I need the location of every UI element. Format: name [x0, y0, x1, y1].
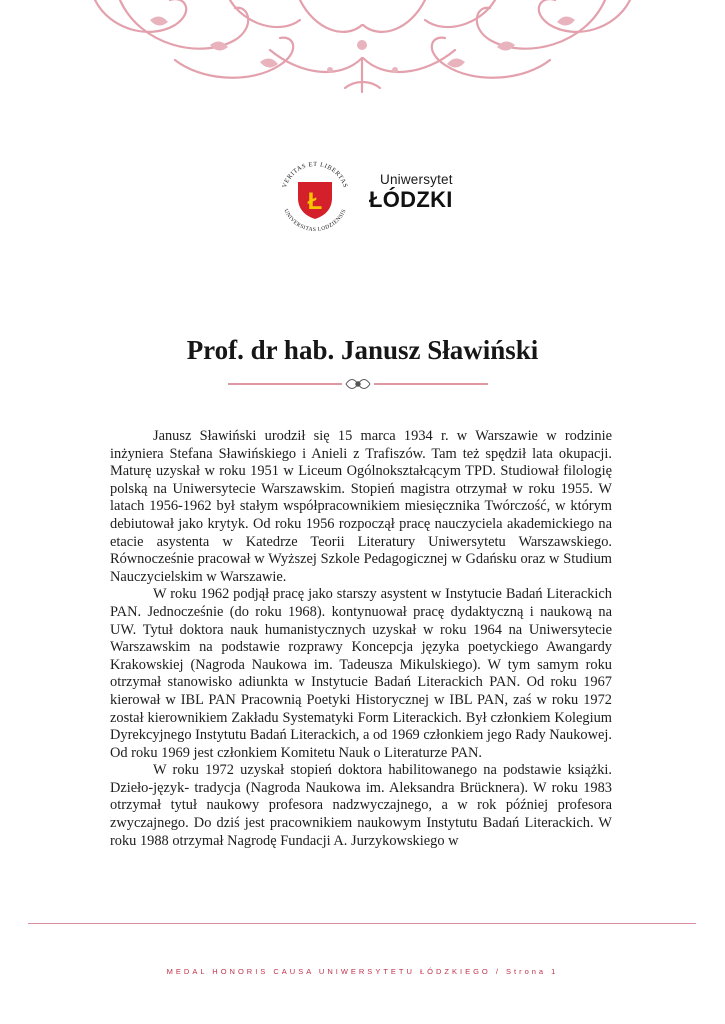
seal-motto: VERITAS ET LIBERTAS [281, 160, 349, 189]
university-logo [276, 158, 461, 233]
university-seal [276, 158, 354, 233]
paragraph-1: Janusz Sławiński urodził się 15 marca 1934 r. w Warszawie w rodzinie inżyniera Stefana Sławińskiego i Anieli z Trafiszów. Tam też spędził lata okupacji. Maturę uzyskał w roku 1951 w Liceum Ogólnokształcącym TPD. Studiował filologię polską na Uniwersytecie Warszawskim. Stopień magistra otrzymał w roku 1955. W latach 1956-1962 był stałym współpracownikiem miesięcznika Twórczość, w którym debiutował jako krytyk. Od roku 1956 rozpoczął pracę nauczyciela akademickiego na etacie asystenta w Katedrze Teorii Literatury Uniwersytetu Warszawskiego. Równocześnie pracował w Wyższej Szkole Pedagogicznej w Gdańsku oraz w Studium Nauczycielskim w Warszawie. [110, 428, 612, 585]
title-divider [228, 376, 488, 392]
seal-latin-name: UNIVERSITAS LODZIENSIS [282, 208, 348, 233]
biography-text [110, 428, 612, 850]
footer-divider [28, 923, 696, 924]
paragraph-3: W roku 1972 uzyskał stopień doktora habilitowanego na podstawie książki. Dzieło-język- tradycja (Nagroda Naukowa im. Aleksandra Brücknera). W roku 1983 otrzymał tytuł naukowy profesora nadzwyczajnego, a w rok później profesora zwyczajnego. Do dziś jest pracownikiem naukowym Instytutu Badań Literackich. W roku 1988 otrzymał Nagrodę Fundacji A. Jurzykowskiego w [110, 762, 612, 849]
paragraph-2: W roku 1962 podjął pracę jako starszy asystent w Instytucie Badań Literackich PAN. Jednocześnie (do roku 1968). kontynuował pracę dydaktyczną i naukową na UW. Tytuł doktora nauk humanistycznych uzyskał w roku 1964 na Uniwersytecie Warszawskim na podstawie rozprawy Koncepcja języka poetyckiego Awangardy Krakowskiej (Nagroda Naukowa im. Tadeusza Mikulskiego). W tym samym roku otrzymał stanowisko adiunkta w Instytucie Badań Literackich PAN. Od roku 1967 kierował w IBL PAN Pracownią Poetyki Historycznej w IBL PAN, zaś w roku 1972 został kierownikiem Zakładu Systematyki Form Literackich. Był członkiem Kolegium Dyrekcyjnego Instytutu Badań Literackich, a od 1969 członkiem jego Rady Naukowej. Od roku 1969 jest członkiem Komitetu Nauk o Literaturze PAN. [110, 586, 612, 761]
seal-letter: Ł [307, 188, 323, 215]
wordmark-uniwersytet: Uniwersytet [380, 172, 453, 187]
page-title: Prof. dr hab. Janusz Sławiński [186, 335, 539, 365]
page-footer: MEDAL HONORIS CAUSA UNIWERSYTETU ŁÓDZKIEGO / Strona 1 [166, 967, 559, 976]
top-floral-ornament [0, 0, 725, 95]
wordmark-lodzki: ŁÓDZKI [369, 187, 453, 212]
